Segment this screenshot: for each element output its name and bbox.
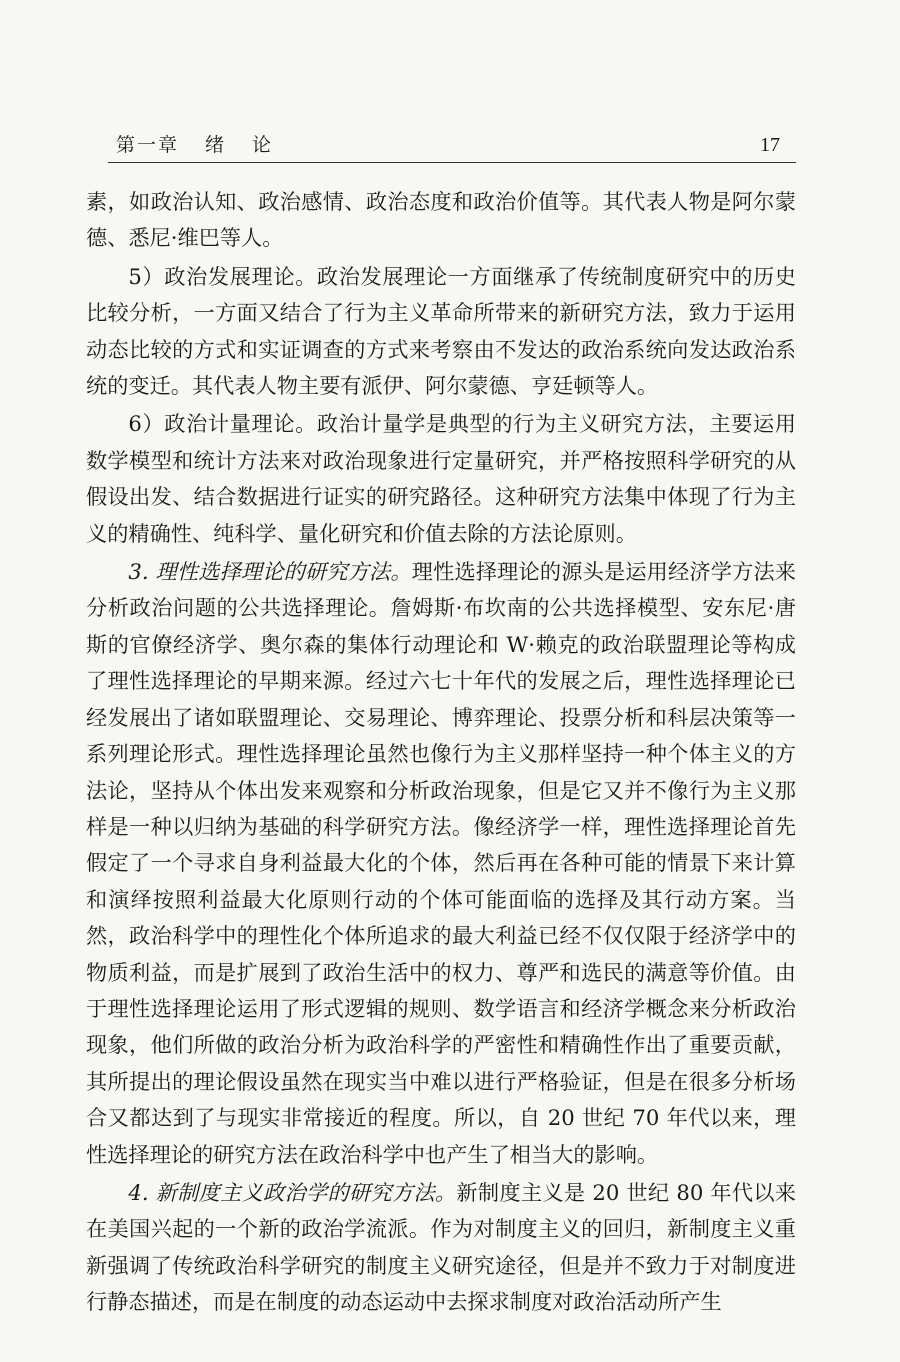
paragraph-rational-choice [86, 554, 796, 1173]
header-rule [108, 162, 796, 163]
section-heading: 3. 理性选择理论的研究方法。 [128, 559, 412, 585]
page-number: 17 [760, 134, 780, 156]
chapter-title-part2: 论 [252, 134, 274, 156]
paragraph-text: 政治发展理论。政治发展理论一方面继承了传统制度研究中的历史比较分析，一方面又结合了行为主义革命所带来的新研究方法，致力于运用动态比较的方式和实证调查的方式来考察由不发达的政治系统向发达政治系统的变迁。其代表人物主要有派伊、阿尔蒙德、亨廷顿等人。 [86, 263, 796, 399]
body-text [86, 184, 796, 1321]
chapter-label: 第一章 [116, 134, 180, 156]
item-number: 5） [128, 263, 165, 289]
paragraph-political-development [86, 259, 796, 405]
chapter-title [116, 130, 273, 157]
paragraph-text: 新制度主义是 20 世纪 80 年代以来在美国兴起的一个新的政治学流派。作为对制度主义的回归，新制度主义重新强调了传统政治科学研究的制度主义研究途径，但是并不致力于对制度进行静态描述，而是在制度的动态运动中去探求制度对政治活动所产生 [86, 1179, 796, 1315]
paragraph-text: 政治计量理论。政治计量学是典型的行为主义研究方法，主要运用数学模型和统计方法来对政治现象进行定量研究，并严格按照科学研究的从假设出发、结合数据进行证实的研究路径。这种研究方法集中体现了行为主义的精确性、纯科学、量化研究和价值去除的方法论原则。 [86, 411, 796, 546]
chapter-title-part1: 绪 [205, 134, 227, 156]
paragraph-text: 理性选择理论的源头是运用经济学方法来分析政治问题的公共选择理论。詹姆斯·布坎南的公共选择模型、安东尼·唐斯的官僚经济学、奥尔森的集体行动理论和 W·赖克的政治联盟理论等构成了理性选择理论的早期来源。经过六七十年代的发展之后，理性选择理论已经发展出了诸如联盟理论、交易理论、博弈理论、投票分析和科层决策等一系列理论形式。理性选择理论虽然也像行为主义那样坚持一种个体主义的方法论，坚持从个体出发来观察和分析政治现象，但是它又并不像行为主义那样是一种以归纳为基础的科学研究方法。像经济学一样，理性选择理论首先假定了一个寻求自身利益最大化的个体，然后再在各种可能的情景下来计算和演绎按照利益最大化原则行动的个体可能面临的选择及其行动方案。当然，政治科学中的理性化个体所追求的最大利益已经不仅仅限于经济学中的物质利益，而是扩展到了政治生活中的权力、尊严和选民的满意等价值。由于理性选择理论运用了形式逻辑的规则、数学语言和经济学概念来分析政治现象，他们所做的政治分析为政治科学的严密性和精确性作出了重要贡献，其所提出的理论假设虽然在现实当中难以进行严格验证，但是在很多分析场合又都达到了与现实非常接近的程度。所以，自 20 世纪 70 年代以来，理性选择理论的研究方法在政治科学中也产生了相当大的影响。 [86, 559, 796, 1167]
paragraph-continuation: 素，如政治认知、政治感情、政治态度和政治价值等。其代表人物是阿尔蒙德、悉尼·维巴等人。 [86, 189, 796, 251]
item-number: 6） [128, 411, 165, 437]
paragraph-political-metrics [86, 406, 796, 552]
running-header [108, 122, 798, 164]
paragraph-new-institutionalism [86, 1175, 796, 1321]
section-heading: 4. 新制度主义政治学的研究方法。 [128, 1179, 457, 1205]
